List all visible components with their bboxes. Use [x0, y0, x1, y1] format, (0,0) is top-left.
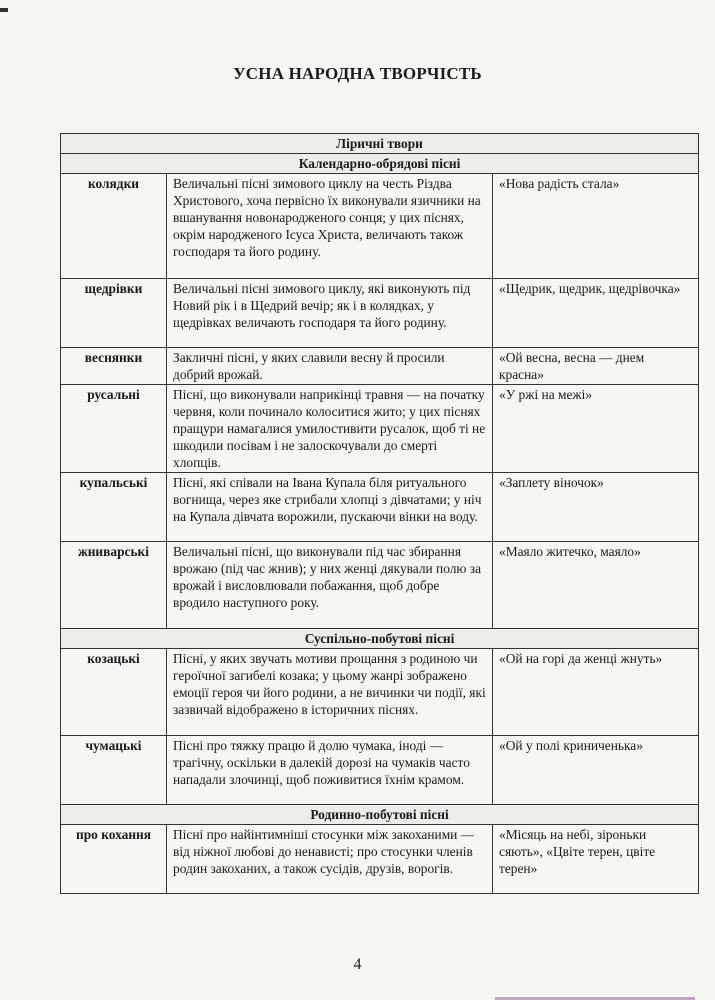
genre-cell: козацькі: [61, 649, 167, 736]
description-cell: Пісні, у яких звучать мотиви прощання з родиною чи героїчної загибелі козака; у цьому жанрі зображено емоції героя чи його родини, а не вичинки чи події, які зазвичай відображено в історичних піснях.: [167, 649, 493, 736]
table-header-row: [61, 134, 699, 154]
genre-cell: купальські: [61, 473, 167, 542]
table-row: [61, 473, 699, 542]
genre-cell: веснянки: [61, 348, 167, 385]
example-cell: «Ой весна, весна — днем красна»: [493, 348, 699, 385]
page-number: 4: [353, 956, 362, 973]
example-cell: «У ржі на межі»: [493, 385, 699, 473]
description-cell: Пісні, які співали на Івана Купала біля ритуального вогнища, через яке стрибали хлопці з дівчатами; у ніч на Купала дівчата ворожили, пускаючи вінки на воду.: [167, 473, 493, 542]
description-cell: Величальні пісні зимового циклу на честь Різдва Христового, хоча первісно їх виконували язичники на вшанування новонародженого сонця; у цих піснях, окрім народженого Ісуса Христа, величають також господаря та його родину.: [167, 174, 493, 279]
table-row: [61, 348, 699, 385]
description-cell: Пісні, що виконували наприкінці травня — на початку червня, коли починало колоситися жито; у цих піснях пращури намагалися умилостивити русалок, щоб ті не шкодили посівам і не залоскочували до смерті хлопців.: [167, 385, 493, 473]
page-title: УСНА НАРОДНА ТВОРЧІСТЬ: [233, 64, 482, 83]
example-cell: «Щедрик, щедрик, щедрівочка»: [493, 279, 699, 348]
genre-cell: русальні: [61, 385, 167, 473]
description-cell: Величальні пісні, що виконували під час збирання врожаю (під час жнив); у них женці дякували полю за врожай і висловлювали побажання, щоб добре вродило наступного року.: [167, 542, 493, 629]
example-cell: «Нова радість стала»: [493, 174, 699, 279]
genre-cell: чумацькі: [61, 736, 167, 805]
table-row: [61, 825, 699, 894]
section-title: Суспільно-побутові пісні: [61, 629, 699, 649]
example-cell: «Ой на горі да женці жнуть»: [493, 649, 699, 736]
genre-cell: щедрівки: [61, 279, 167, 348]
literature-table: [60, 133, 699, 894]
section-header-row: [61, 154, 699, 174]
table-row: [61, 542, 699, 629]
table-row: [61, 649, 699, 736]
genre-cell: колядки: [61, 174, 167, 279]
table-row: [61, 279, 699, 348]
section-title: Календарно-обрядові пісні: [61, 154, 699, 174]
description-cell: Пісні про найінтимніші стосунки між закоханими — від ніжної любові до ненависті; про стосунки членів родин закоханих, а також сусідів, друзів, ворогів.: [167, 825, 493, 894]
scan-corner-mark: [0, 8, 8, 12]
example-cell: «Ой у полі криниченька»: [493, 736, 699, 805]
example-cell: «Заплету віночок»: [493, 473, 699, 542]
description-cell: Пісні про тяжку працю й долю чумака, іноді — трагічну, оскільки в далекій дорозі на чумаків часто нападали злочинці, щоб поживитися їхнім крамом.: [167, 736, 493, 805]
example-cell: «Місяць на небі, зіроньки сяють», «Цвіте терен, цвіте терен»: [493, 825, 699, 894]
description-cell: Величальні пісні зимового циклу, які виконують під Новий рік і в Щедрий вечір; як і в колядках, у щедрівках величають господаря та його родину.: [167, 279, 493, 348]
genre-cell: про кохання: [61, 825, 167, 894]
section-header-row: [61, 629, 699, 649]
table-header: Ліричні твори: [61, 134, 699, 154]
section-title: Родинно-побутові пісні: [61, 805, 699, 825]
section-header-row: [61, 805, 699, 825]
table-row: [61, 736, 699, 805]
example-cell: «Маяло житечко, маяло»: [493, 542, 699, 629]
description-cell: Закличні пісні, у яких славили весну й просили добрий врожай.: [167, 348, 493, 385]
genre-cell: жниварські: [61, 542, 167, 629]
table-row: [61, 385, 699, 473]
table-row: [61, 174, 699, 279]
